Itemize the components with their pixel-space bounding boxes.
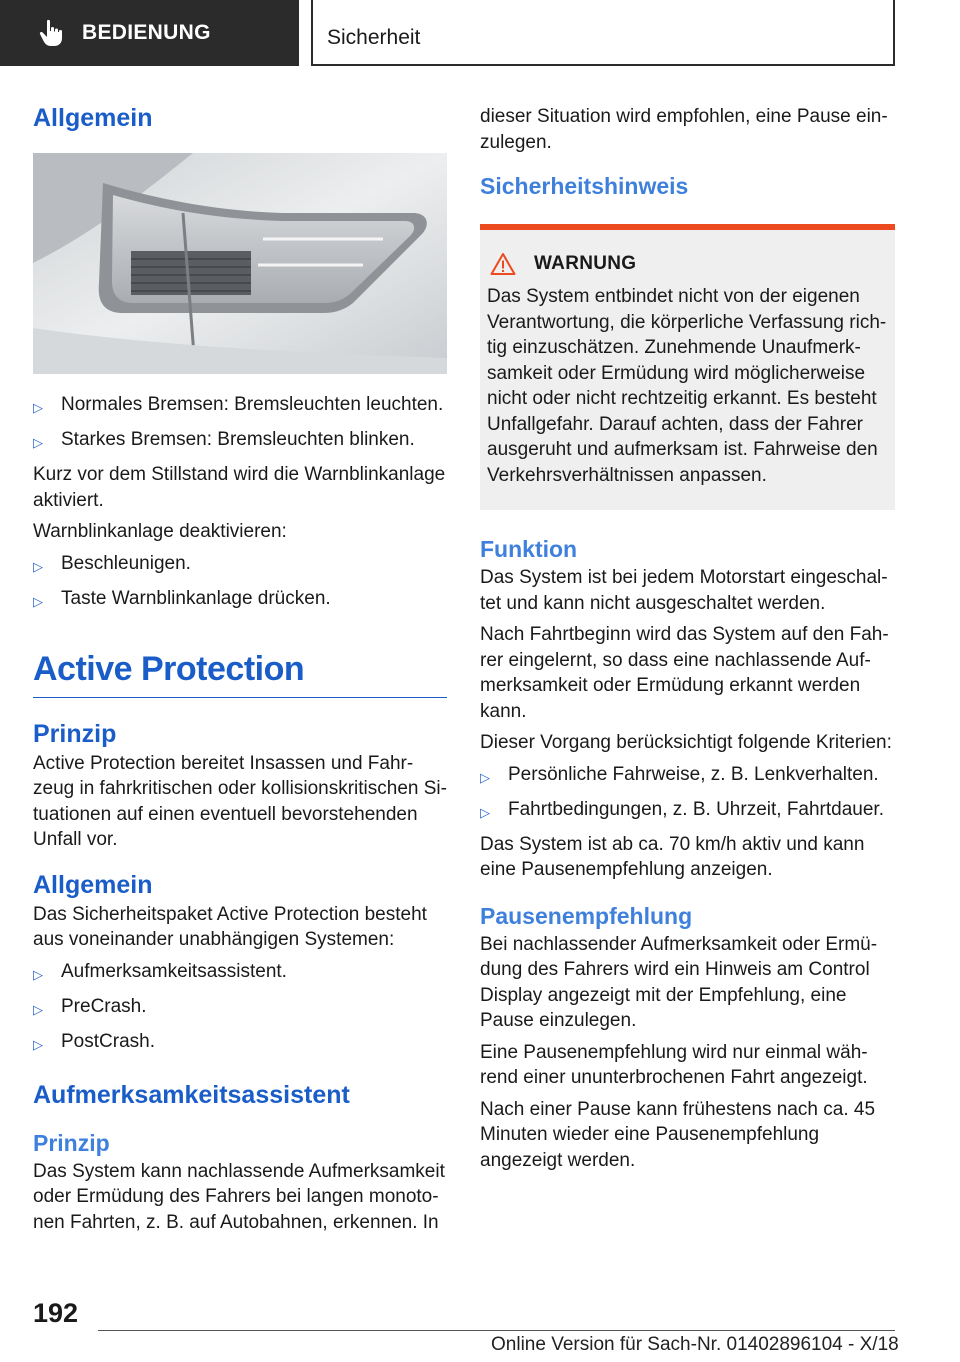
paragraph: dieser Situation wird empfohlen, eine Pause einzulegen. (480, 106, 888, 153)
list-item: ▷ Persönliche Fahrweise, z. B. Lenkverhalten. (480, 762, 895, 790)
bullet-triangle-icon: ▷ (480, 804, 490, 820)
bullet-triangle-icon: ▷ (33, 558, 43, 574)
section-tab-label: BEDIENUNG (82, 21, 211, 44)
heading-allgemein: Allgemein (33, 104, 153, 132)
heading-funktion: Funktion (480, 536, 578, 562)
paragraph: Nach einer Pause kann frühestens nach ca. 45 Minuten wieder eine Pausenempfehlung angezeigt werden. (480, 1098, 876, 1171)
bullet-triangle-icon: ▷ (480, 769, 490, 785)
list-item: ▷ Normales Bremsen: Bremsleuchten leuchten. (33, 392, 447, 420)
paragraph: Das Sicherheitspaket Active Protection besteht aus voneinander unabhängigen Systemen: (33, 903, 427, 950)
paragraph: Eine Pausenempfehlung wird nur einmal während einer ununterbrochenen Fahrt angezeigt. (480, 1041, 868, 1088)
section-title-box (311, 0, 895, 66)
heading-prinzip: Prinzip (33, 719, 117, 748)
deactivate-list (33, 551, 447, 614)
heading-sicherheitshinweis: Sicherheitshinweis (480, 173, 689, 199)
bullet-triangle-icon: ▷ (33, 1036, 43, 1052)
paragraph: Das System ist ab ca. 70 km/h aktiv und kann eine Pausenempfehlung anzeigen. (480, 833, 865, 880)
brake-list (33, 392, 447, 455)
tail-light-illustration (33, 153, 447, 374)
list-item: ▷ Beschleunigen. (33, 551, 447, 579)
list-item: ▷ Fahrtbedingungen, z. B. Uhrzeit, Fahrtdauer. (480, 797, 895, 825)
warning-text: Das System entbindet nicht von der eigenen Verantwortung, die körperliche Verfassung richtig einzuschätzen. Zunehmende Unaufmerksamkeit oder Ermüdung wird möglicherweise nicht oder nicht rechtzeitig erkannt. Es besteht Unfallgefahr. Darauf achten, dass der Fahrer ausgeruht und aufmerksam ist. Fahrweise den Verkehrsverhältnissen anpassen. (487, 286, 887, 486)
right-column (480, 98, 895, 1179)
paragraph: Das System kann nachlassende Aufmerksamkeit oder Ermüdung des Fahrers bei langen monotonen Fahrten, z. B. auf Autobahnen, erkennen. In (33, 1160, 445, 1233)
section-title: Sicherheit (327, 26, 421, 49)
heading-aufmerksamkeitsassistent: Aufmerksamkeitsassistent (33, 1080, 350, 1109)
bullet-triangle-icon: ▷ (33, 966, 43, 982)
list-item: ▷ PreCrash. (33, 994, 447, 1022)
heading-prinzip-2: Prinzip (33, 1129, 110, 1156)
hand-pointer-icon (36, 18, 66, 48)
paragraph: Dieser Vorgang berücksichtigt folgende Kriterien: (480, 732, 892, 753)
list-item: ▷ PostCrash. (33, 1029, 447, 1057)
footer-divider (98, 1330, 895, 1331)
list-item: ▷ Taste Warnblinkanlage drücken. (33, 586, 447, 614)
paragraph: Bei nachlassender Aufmerksamkeit oder Ermüdung des Fahrers wird ein Hinweis am Control Display angezeigt mit der Empfehlung, eine Pause einzulegen. (480, 933, 878, 1031)
chapter-title: Active Protection (33, 650, 447, 698)
section-tab[interactable] (0, 0, 299, 66)
bullet-triangle-icon: ▷ (33, 435, 43, 450)
paragraph: Kurz vor dem Stillstand wird die Warnblinkanlage aktiviert. (33, 464, 446, 511)
paragraph: Active Protection bereitet Insassen und Fahrzeug in fahrkritischen oder kollisionskritischen Situationen auf einen eventuell bevorstehenden Unfall vor. (33, 752, 447, 850)
bullet-triangle-icon: ▷ (33, 1001, 43, 1017)
paragraph: Warnblinkanlage deaktivieren: (33, 521, 287, 542)
heading-pausenempfehlung: Pausenempfehlung (480, 902, 693, 929)
paragraph: Das System ist bei jedem Motorstart eingeschaltet und kann nicht ausgeschaltet werden. (480, 567, 888, 614)
left-column (33, 98, 447, 1241)
warning-box (480, 224, 895, 510)
bullet-triangle-icon: ▷ (33, 593, 43, 609)
list-item: ▷ Aufmerksamkeitsassistent. (33, 959, 447, 987)
paragraph: Nach Fahrtbeginn wird das System auf den Fahrer eingelernt, so dass eine nachlassende Aufmerksamkeit oder Ermüdung erkannt werden kann. (480, 624, 889, 722)
page-number: 192 (33, 1298, 79, 1328)
bullet-triangle-icon: ▷ (33, 400, 43, 415)
warning-header (487, 252, 887, 276)
list-item: ▷ Starkes Bremsen: Bremsleuchten blinken. (33, 427, 447, 455)
criteria-list (480, 762, 895, 825)
online-version-note: Online Version für Sach-Nr. 01402896104 - X/18 (491, 1334, 899, 1355)
warning-triangle-icon (490, 252, 516, 276)
heading-allgemein-2: Allgemein (33, 870, 153, 899)
warning-title: WARNUNG (534, 253, 637, 274)
systems-list (33, 959, 447, 1057)
